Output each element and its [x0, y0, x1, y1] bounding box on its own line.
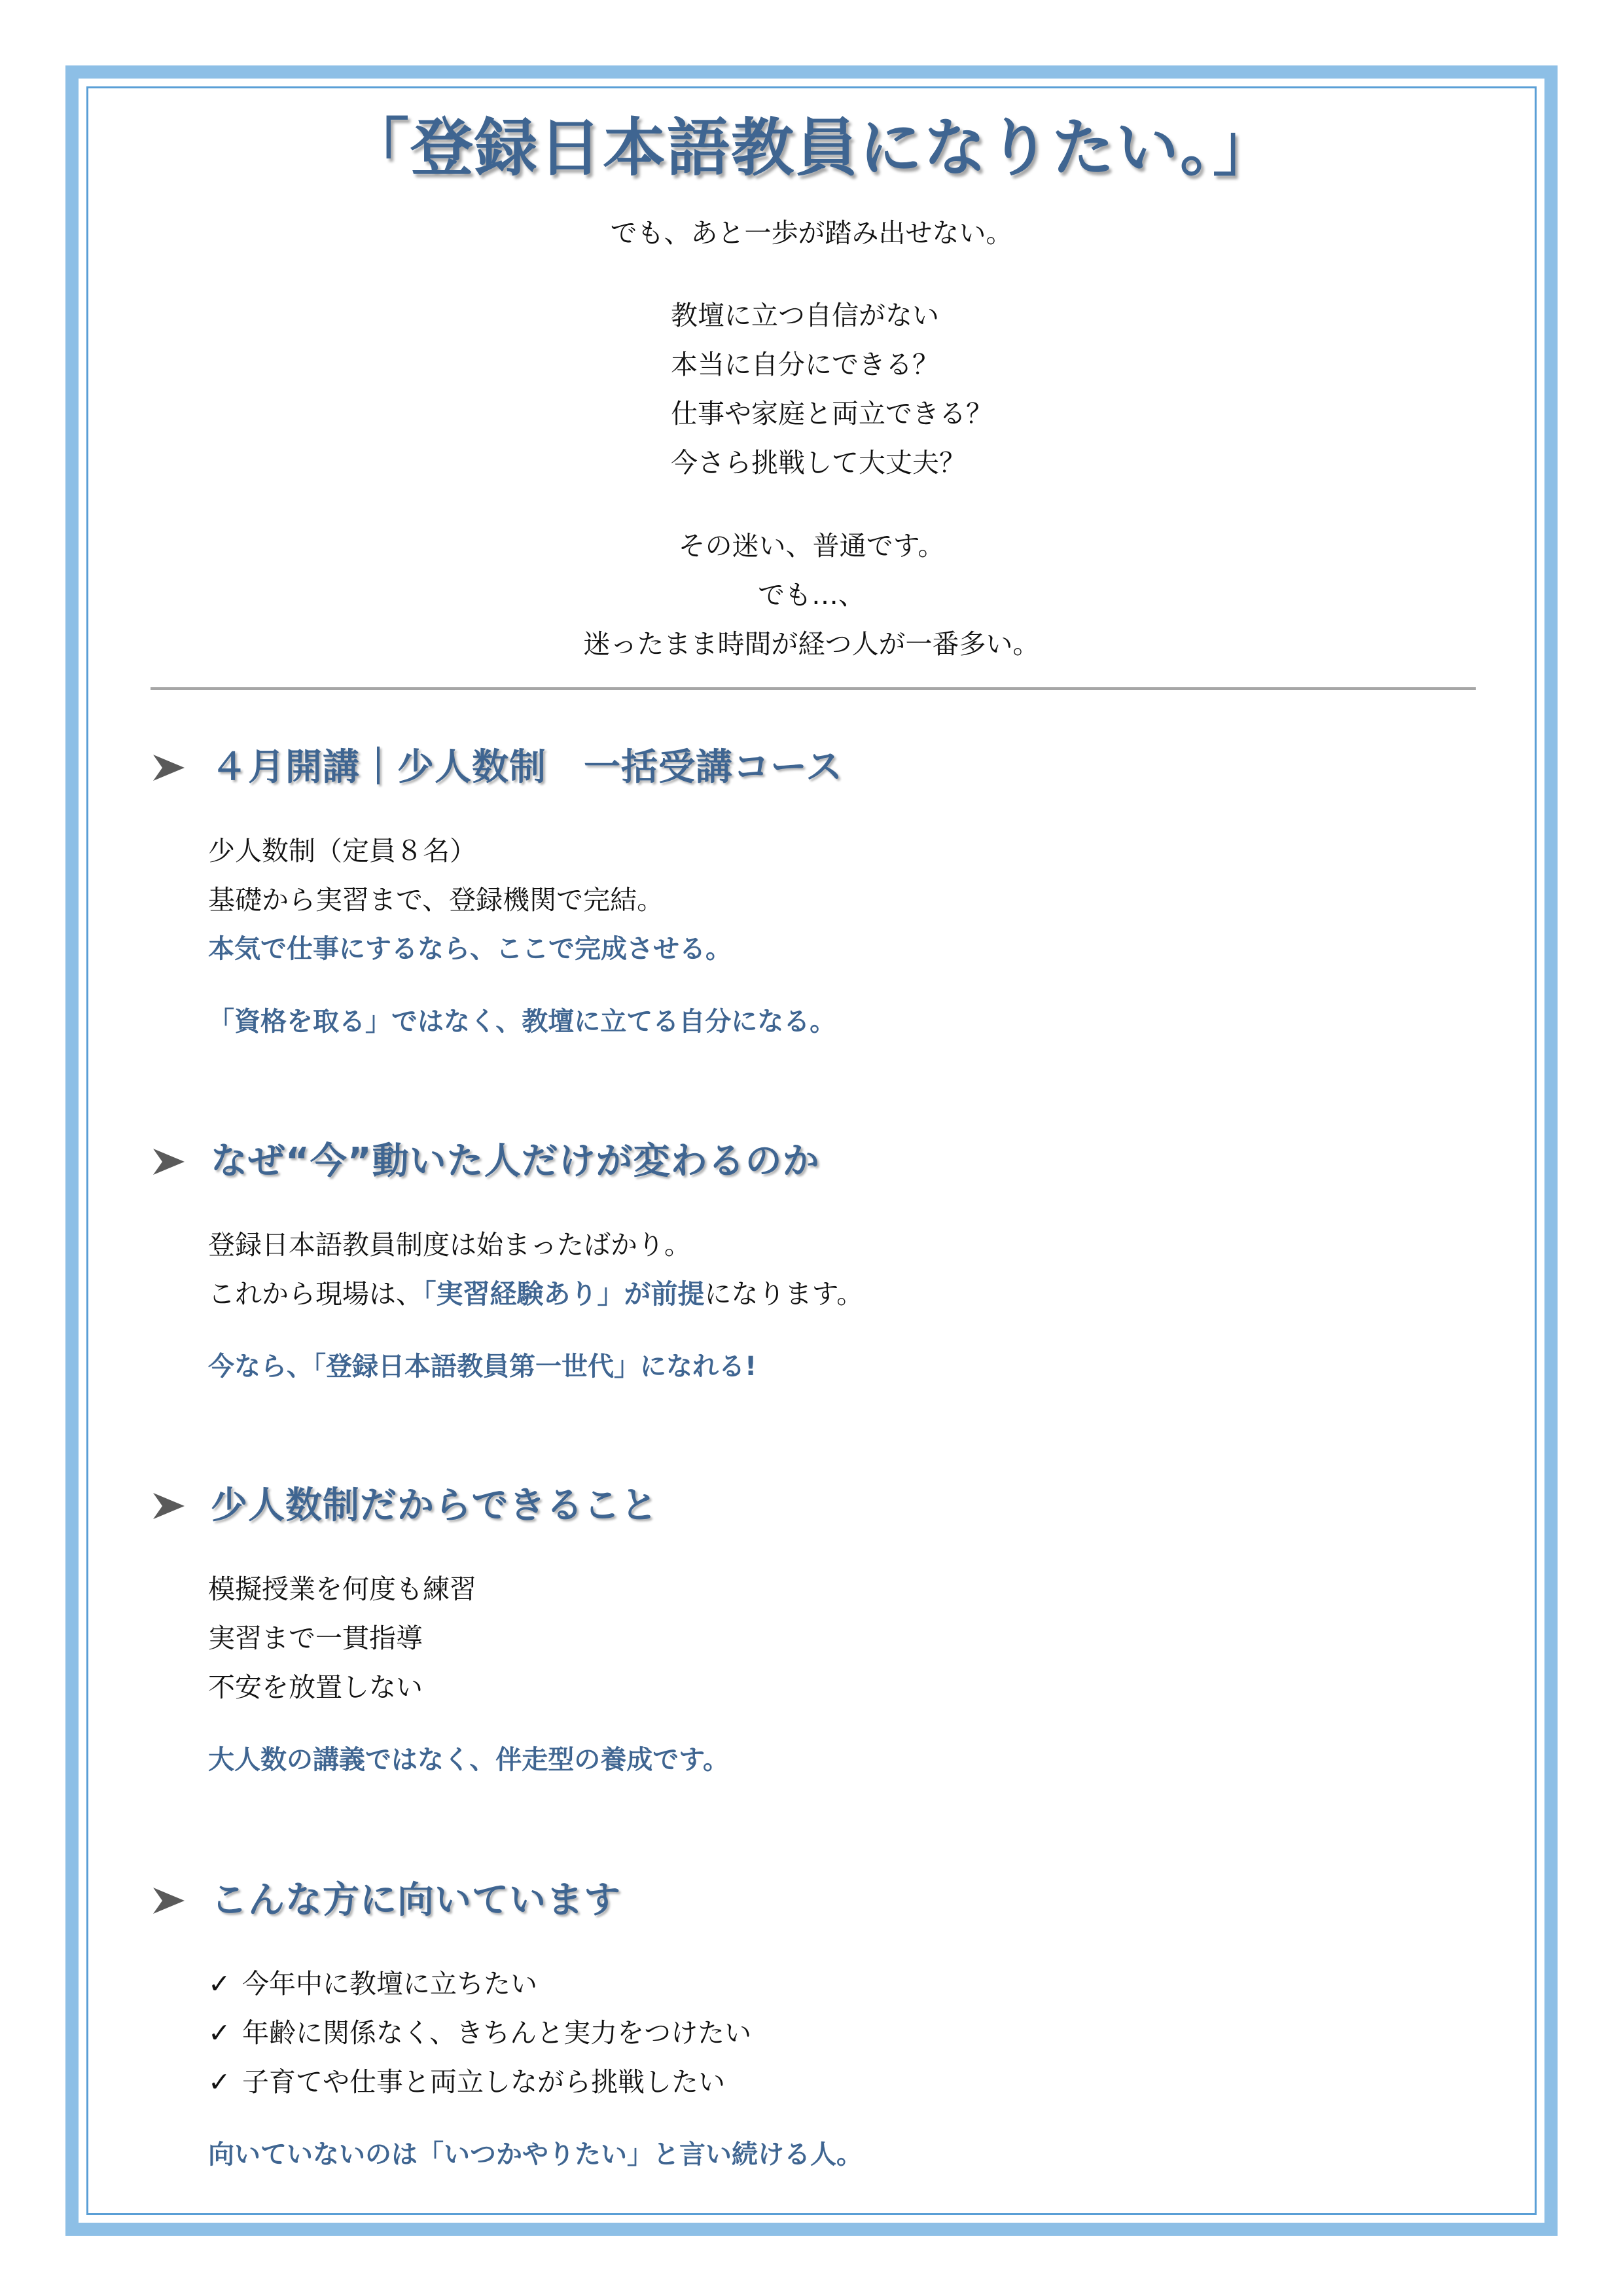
why-now-text	[208, 1278, 863, 1310]
worry-item: 今さら挑戦して大丈夫？	[671, 447, 966, 478]
course-emphasis: 本気で仕事にするなら、ここで完成させる。	[208, 934, 732, 964]
target-check-text: 子育てや仕事と両立しながら挑戦したい	[242, 2066, 725, 2098]
worry-item: 仕事や家庭と両立できる？	[671, 398, 993, 429]
section-title: こんな方に向いています	[211, 1879, 621, 1922]
section-title: なぜ“今”動いた人だけが変わるのか	[211, 1140, 820, 1183]
why-now-text-post: になります。	[704, 1278, 864, 1310]
target-check-text: 年齢に関係なく、きちんと実力をつけたい	[242, 2017, 752, 2049]
intro-closing: その迷い、普通です。	[678, 530, 945, 562]
course-detail: 基礎から実習まで、登録機関で完結。	[208, 884, 664, 916]
section-title: ４月開講｜少人数制 一括受講コース	[211, 746, 844, 789]
intro-closing: でも…、	[758, 579, 865, 611]
small-class-emphasis: 大人数の講義ではなく、伴走型の養成です。	[208, 1745, 729, 1775]
small-class-item: 模擬授業を何度も練習	[208, 1573, 476, 1605]
intro-closing: 迷ったまま時間が経つ人が一番多い。	[583, 628, 1040, 660]
why-now-text-pre: これから現場は、	[208, 1278, 423, 1310]
arrow-bullet-icon	[151, 749, 187, 786]
section-divider	[151, 687, 1476, 690]
page-title: 「登録日本語教員になりたい。」	[346, 111, 1277, 185]
target-check-item	[208, 2017, 751, 2049]
target-check-item	[208, 1967, 537, 2000]
target-check-text: 今年中に教壇に立ちたい	[242, 1968, 537, 2000]
why-now-text-highlight: 「実習経験あり」が前提	[423, 1278, 705, 1310]
check-icon: ✓	[208, 2066, 231, 2098]
intro-lead: でも、あと一歩が踏み出せない。	[610, 217, 1013, 249]
small-class-item: 実習まで一貫指導	[208, 1623, 423, 1654]
target-check-item	[208, 2066, 725, 2098]
course-detail: 少人数制（定員８名）	[208, 835, 476, 867]
why-now-text: 登録日本語教員制度は始まったばかり。	[208, 1229, 691, 1261]
target-emphasis: 向いていないのは「いつかやりたい」と言い続ける人。	[208, 2140, 863, 2170]
arrow-bullet-icon	[151, 1882, 187, 1919]
small-class-item: 不安を放置しない	[208, 1672, 423, 1703]
check-icon: ✓	[208, 1968, 231, 2000]
course-emphasis: 「資格を取る」ではなく、教壇に立てる自分になる。	[208, 1007, 836, 1037]
worry-item: 本当に自分にできる？	[671, 349, 939, 380]
arrow-bullet-icon	[151, 1488, 187, 1524]
arrow-bullet-icon	[151, 1143, 187, 1180]
why-now-emphasis: 今なら、「登録日本語教員第一世代」になれる!	[208, 1352, 757, 1382]
worry-item: 教壇に立つ自信がない	[671, 300, 939, 331]
check-icon: ✓	[208, 2017, 231, 2049]
section-title: 少人数制だからできること	[211, 1484, 658, 1527]
